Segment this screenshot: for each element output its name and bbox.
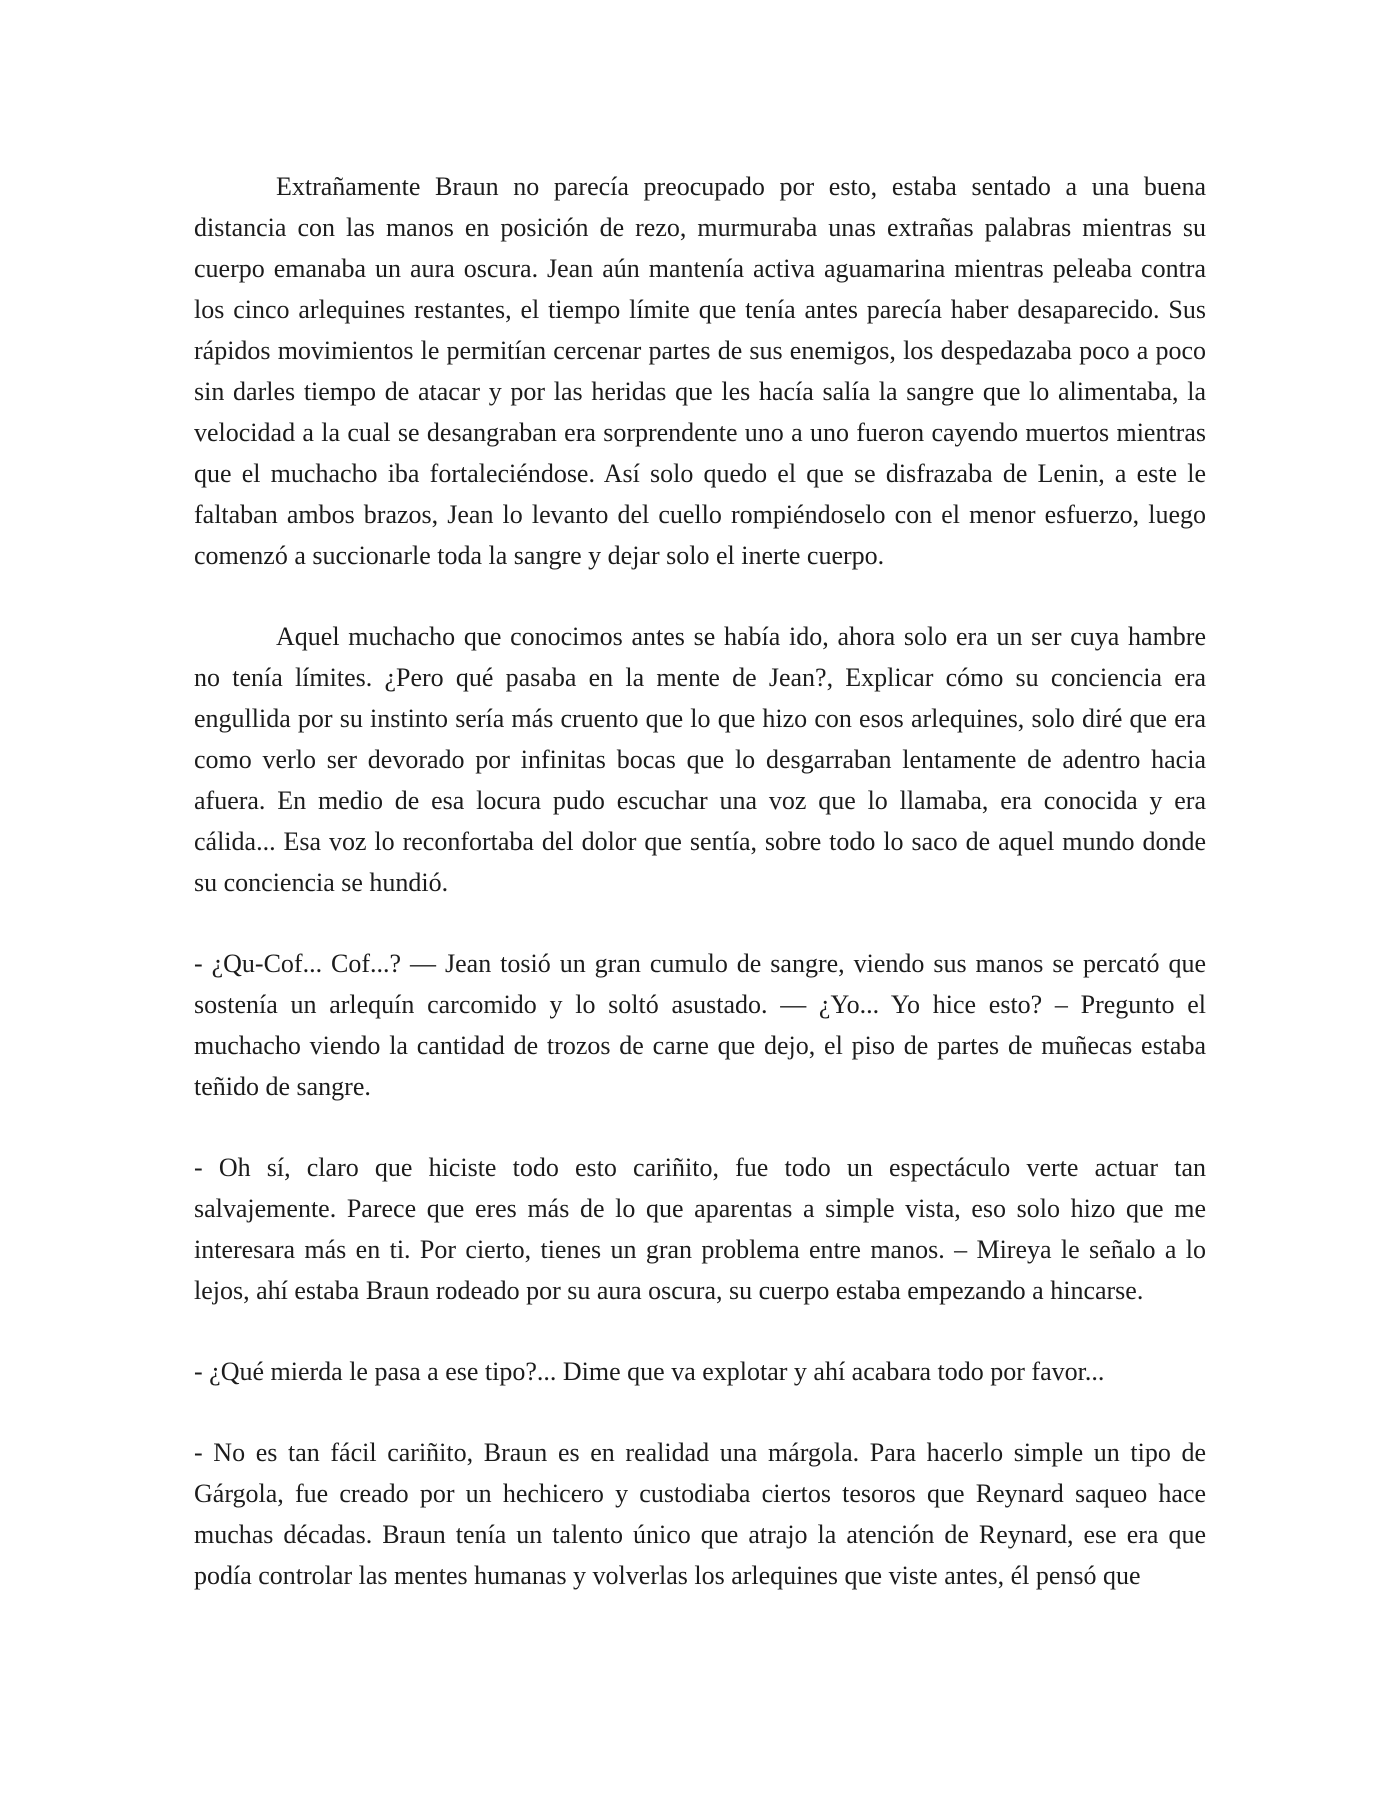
dialogue-mireya-explains: - No es tan fácil cariñito, Braun es en realidad una márgola. Para hacerlo simple un tipo de Gárgola, fue creado por un hechicero y custodiaba ciertos tesoros que Reynard saqueo hace muchas décadas. Braun tenía un talento único que atrajo la atención de Reynard, ese era que podía controlar las mentes humanas y volverlas los arlequines que viste antes, él pensó que [194,1438,1206,1590]
dialogue-jean-question: - ¿Qué mierda le pasa a ese tipo?... Dime que va explotar y ahí acabara todo por favor... [194,1357,1105,1386]
paragraph-jean-mind: Aquel muchacho que conocimos antes se había ido, ahora solo era un ser cuya hambre no tenía límites. ¿Pero qué pasaba en la mente de Jean?, Explicar cómo su conciencia era engullida por su instinto sería más cruento que lo que hizo con esos arlequines, solo diré que era como verlo ser devorado por infinitas bocas que lo desgarraban lentamente de adentro hacia afuera. En medio de esa locura pudo escuchar una voz que lo llamaba, era conocida y era cálida... Esa voz lo reconfortaba del dolor que sentía, sobre todo lo saco de aquel mundo donde su conciencia se hundió. [194,622,1206,897]
document-page [194,166,1206,1596]
dialogue-jean-coughs: - ¿Qu-Cof... Cof...? — Jean tosió un gran cumulo de sangre, viendo sus manos se percató que sostenía un arlequín carcomido y lo soltó asustado. — ¿Yo... Yo hice esto? – Pregunto el muchacho viendo la cantidad de trozos de carne que dejo, el piso de partes de muñecas estaba teñido de sangre. [194,949,1206,1101]
paragraph-braun-aura: Extrañamente Braun no parecía preocupado por esto, estaba sentado a una buena distancia con las manos en posición de rezo, murmuraba unas extrañas palabras mientras su cuerpo emanaba un aura oscura. Jean aún mantenía activa aguamarina mientras peleaba contra los cinco arlequines restantes, el tiempo límite que tenía antes parecía haber desaparecido. Sus rápidos movimientos le permitían cercenar partes de sus enemigos, los despedazaba poco a poco sin darles tiempo de atacar y por las heridas que les hacía salía la sangre que lo alimentaba, la velocidad a la cual se desangraban era sorprendente uno a uno fueron cayendo muertos mientras que el muchacho iba fortaleciéndose. Así solo quedo el que se disfrazaba de Lenin, a este le faltaban ambos brazos, Jean lo levanto del cuello rompiéndoselo con el menor esfuerzo, luego comenzó a succionarle toda la sangre y dejar solo el inerte cuerpo. [194,172,1206,570]
dialogue-mireya-reply: - Oh sí, claro que hiciste todo esto cariñito, fue todo un espectáculo verte actuar tan salvajemente. Parece que eres más de lo que aparentas a simple vista, eso solo hizo que me interesara más en ti. Por cierto, tienes un gran problema entre manos. – Mireya le señalo a lo lejos, ahí estaba Braun rodeado por su aura oscura, su cuerpo estaba empezando a hincarse. [194,1153,1206,1305]
